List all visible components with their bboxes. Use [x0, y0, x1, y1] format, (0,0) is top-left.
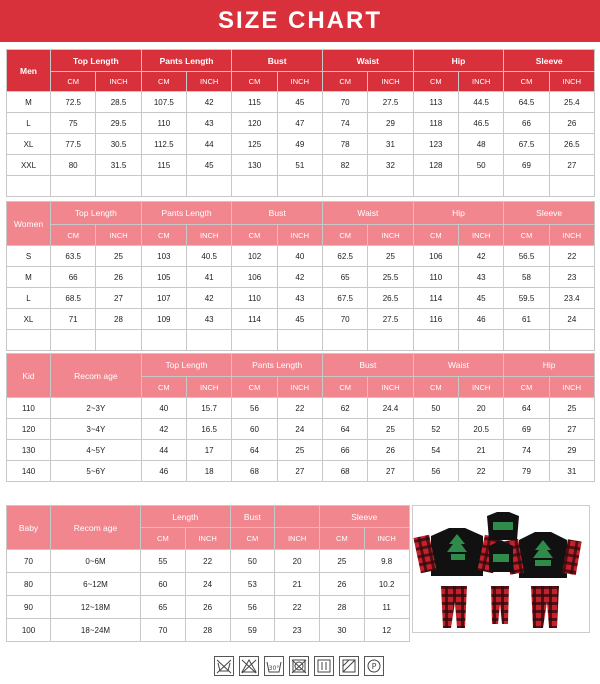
value-cell: 42 [187, 288, 232, 309]
value-cell: 17 [186, 440, 231, 461]
value-cell: 20.5 [459, 419, 504, 440]
table-row [7, 267, 595, 288]
spacer-row [7, 176, 595, 197]
value-cell: 41 [187, 267, 232, 288]
size-cell: 80 [7, 573, 51, 596]
unit-row: CM INCH CM INCH CM INCH [7, 528, 499, 550]
value-cell: 59 [230, 619, 275, 642]
value-cell: 15.7 [186, 398, 231, 419]
value-cell: 30.5 [96, 134, 141, 155]
value-cell: 50 [459, 155, 504, 176]
value-cell: 28 [185, 619, 230, 642]
column-header: Waist [323, 50, 414, 72]
value-cell: 106 [232, 267, 277, 288]
value-cell: 70 [323, 309, 368, 330]
column-header: Sleeve [504, 202, 595, 225]
line-dry-icon [314, 656, 334, 676]
value-cell: 65 [323, 267, 368, 288]
value-cell: 128 [413, 155, 458, 176]
value-cell: 31 [368, 134, 413, 155]
value-cell: 51 [277, 155, 322, 176]
value-cell: 16.5 [186, 419, 231, 440]
value-cell: 24 [277, 419, 322, 440]
value-cell: 66 [51, 267, 96, 288]
value-cell: 23 [549, 267, 594, 288]
size-cell: 90 [7, 596, 51, 619]
value-cell: 45 [459, 288, 504, 309]
value-cell: 3~4Y [51, 419, 142, 440]
value-cell: 26 [96, 267, 141, 288]
recom-age-header: Recom age [51, 506, 141, 550]
size-cell: 100 [7, 619, 51, 642]
value-cell: 130 [232, 155, 277, 176]
value-cell: 27.5 [368, 92, 413, 113]
value-cell: 0~6M [51, 550, 141, 573]
value-cell: 9.8 [364, 550, 409, 573]
unit-row: CM INCH CM INCH CM INCH CM INCH CM INCH CM INCH [7, 225, 595, 246]
value-cell: 56 [230, 596, 275, 619]
men-label: Men [7, 50, 51, 92]
value-cell: 11 [364, 596, 409, 619]
blank-header [275, 506, 320, 528]
value-cell: 22 [275, 596, 320, 619]
column-header: Waist [323, 202, 414, 225]
value-cell: 68.5 [51, 288, 96, 309]
value-cell: 40 [141, 398, 186, 419]
column-header: Length [141, 506, 231, 528]
value-cell: 26 [185, 596, 230, 619]
value-cell: 115 [141, 155, 186, 176]
recom-age-header: Recom age [51, 354, 142, 398]
value-cell: 70 [141, 619, 186, 642]
table-row [7, 398, 595, 419]
value-cell: 102 [232, 246, 277, 267]
shade-dry-icon [339, 656, 359, 676]
column-header: Waist [413, 354, 504, 377]
tumble-dry-icon [289, 656, 309, 676]
value-cell: 80 [51, 155, 96, 176]
size-cell: 120 [7, 419, 51, 440]
value-cell: 64.5 [504, 92, 549, 113]
column-header: Pants Length [141, 202, 232, 225]
value-cell: 68 [323, 461, 368, 482]
column-header: Sleeve [504, 50, 595, 72]
value-cell: 25.5 [368, 267, 413, 288]
value-cell: 27 [549, 419, 594, 440]
size-cell: 70 [7, 550, 51, 573]
dry-clean-p-icon [364, 656, 384, 676]
kid-top [489, 540, 513, 572]
table-row [7, 461, 595, 482]
value-cell: 27 [96, 288, 141, 309]
value-cell: 50 [413, 398, 458, 419]
value-cell: 112.5 [141, 134, 186, 155]
value-cell: 114 [232, 309, 277, 330]
size-cell: 110 [7, 398, 51, 419]
size-cell: XL [7, 134, 51, 155]
value-cell: 77.5 [51, 134, 96, 155]
value-cell: 21 [275, 573, 320, 596]
value-cell: 125 [232, 134, 277, 155]
value-cell: 66 [323, 440, 368, 461]
column-header: Hip [413, 50, 504, 72]
value-cell: 25 [368, 419, 413, 440]
value-cell: 60 [232, 419, 277, 440]
value-cell: 28 [96, 309, 141, 330]
value-cell: 50 [230, 550, 275, 573]
value-cell: 65 [141, 596, 186, 619]
value-cell: 107 [141, 288, 186, 309]
value-cell: 45 [277, 92, 322, 113]
baby-romper [487, 512, 519, 540]
value-cell: 2~3Y [51, 398, 142, 419]
men-size-table [6, 49, 595, 197]
value-cell: 106 [413, 246, 458, 267]
value-cell: 68 [232, 461, 277, 482]
table-row [7, 440, 595, 461]
value-cell: 40.5 [187, 246, 232, 267]
value-cell: 32 [368, 155, 413, 176]
value-cell: 28.5 [96, 92, 141, 113]
value-cell: 56.5 [504, 246, 549, 267]
value-cell: 103 [141, 246, 186, 267]
svg-text:30°: 30° [268, 665, 280, 672]
value-cell: 25 [549, 398, 594, 419]
value-cell: 64 [232, 440, 277, 461]
value-cell: 66 [504, 113, 549, 134]
value-cell: 40 [277, 246, 322, 267]
value-cell: 114 [413, 288, 458, 309]
value-cell: 29 [368, 113, 413, 134]
column-header: Top Length [51, 202, 142, 225]
value-cell: 109 [141, 309, 186, 330]
value-cell: 29.5 [96, 113, 141, 134]
value-cell: 46 [459, 309, 504, 330]
table-row [7, 309, 595, 330]
value-cell: 53 [230, 573, 275, 596]
value-cell: 25 [96, 246, 141, 267]
pajamas-illustration [413, 506, 589, 632]
value-cell: 67.5 [504, 134, 549, 155]
value-cell: 115 [232, 92, 277, 113]
value-cell: 79 [504, 461, 549, 482]
value-cell: 31.5 [96, 155, 141, 176]
spacer-row [7, 330, 595, 351]
column-header: Bust [232, 202, 323, 225]
table-row [7, 419, 595, 440]
value-cell: 69 [504, 155, 549, 176]
value-cell: 26 [320, 573, 365, 596]
value-cell: 74 [323, 113, 368, 134]
value-cell: 46.5 [459, 113, 504, 134]
wash-30-icon [264, 656, 284, 676]
women-label: Women [7, 202, 51, 246]
size-cell: XL [7, 309, 51, 330]
column-header: Hip [504, 354, 595, 377]
value-cell: 69 [504, 419, 549, 440]
value-cell: 42 [277, 267, 322, 288]
value-cell: 6~12M [51, 573, 141, 596]
plaid-pants [441, 586, 559, 628]
value-cell: 78 [323, 134, 368, 155]
value-cell: 12 [364, 619, 409, 642]
column-header: Pants Length [232, 354, 323, 377]
value-cell: 20 [275, 550, 320, 573]
size-cell: L [7, 288, 51, 309]
value-cell: 63.5 [51, 246, 96, 267]
value-cell: 46 [141, 461, 186, 482]
table-row [7, 288, 595, 309]
value-cell: 47 [277, 113, 322, 134]
value-cell: 110 [413, 267, 458, 288]
value-cell: 64 [504, 398, 549, 419]
value-cell: 58 [504, 267, 549, 288]
value-cell: 27 [277, 461, 322, 482]
value-cell: 64 [323, 419, 368, 440]
value-cell: 59.5 [504, 288, 549, 309]
value-cell: 62.5 [323, 246, 368, 267]
value-cell: 49 [277, 134, 322, 155]
table-row [7, 155, 595, 176]
size-cell: 130 [7, 440, 51, 461]
size-cell: S [7, 246, 51, 267]
value-cell: 56 [232, 398, 277, 419]
table-row [7, 113, 595, 134]
value-cell: 28 [320, 596, 365, 619]
value-cell: 120 [232, 113, 277, 134]
value-cell: 30 [320, 619, 365, 642]
value-cell: 62 [323, 398, 368, 419]
value-cell: 110 [232, 288, 277, 309]
value-cell: 24 [185, 573, 230, 596]
value-cell: 4~5Y [51, 440, 142, 461]
value-cell: 24 [549, 309, 594, 330]
value-cell: 44.5 [459, 92, 504, 113]
value-cell: 113 [413, 92, 458, 113]
value-cell: 67.5 [323, 288, 368, 309]
value-cell: 52 [413, 419, 458, 440]
value-cell: 18~24M [51, 619, 141, 642]
value-cell: 25 [320, 550, 365, 573]
value-cell: 61 [504, 309, 549, 330]
kid-label: Kid [7, 354, 51, 398]
value-cell: 60 [141, 573, 186, 596]
value-cell: 116 [413, 309, 458, 330]
column-header: Pants Length [141, 50, 232, 72]
value-cell: 118 [413, 113, 458, 134]
value-cell: 25.4 [549, 92, 594, 113]
value-cell: 26.5 [368, 288, 413, 309]
value-cell: 105 [141, 267, 186, 288]
value-cell: 45 [187, 155, 232, 176]
value-cell: 74 [504, 440, 549, 461]
value-cell: 56 [413, 461, 458, 482]
column-header: Bust [230, 506, 275, 528]
no-bleach-icon [239, 656, 259, 676]
value-cell: 43 [277, 288, 322, 309]
value-cell: 42 [459, 246, 504, 267]
column-header: Top Length [51, 50, 142, 72]
value-cell: 42 [141, 419, 186, 440]
value-cell: 44 [141, 440, 186, 461]
column-header: Bust [323, 354, 414, 377]
unit-row: CM INCH CM INCH CM INCH CM INCH CM INCH CM INCH [7, 72, 595, 92]
family-pajamas-photo [412, 505, 590, 633]
value-cell: 123 [413, 134, 458, 155]
value-cell: 27 [549, 155, 594, 176]
value-cell: 24.4 [368, 398, 413, 419]
size-cell: 140 [7, 461, 51, 482]
value-cell: 43 [459, 267, 504, 288]
value-cell: 54 [413, 440, 458, 461]
size-cell: XXL [7, 155, 51, 176]
value-cell: 70 [323, 92, 368, 113]
value-cell: 22 [549, 246, 594, 267]
value-cell: 20 [459, 398, 504, 419]
size-cell: L [7, 113, 51, 134]
value-cell: 44 [187, 134, 232, 155]
column-header: Hip [413, 202, 504, 225]
wash-tub-crossed-icon [214, 656, 234, 676]
value-cell: 75 [51, 113, 96, 134]
column-header: Top Length [141, 354, 232, 377]
value-cell: 10.2 [364, 573, 409, 596]
value-cell: 22 [459, 461, 504, 482]
value-cell: 22 [185, 550, 230, 573]
value-cell: 29 [549, 440, 594, 461]
size-cell: M [7, 92, 51, 113]
column-header: Bust [232, 50, 323, 72]
kid-size-table [6, 353, 595, 482]
value-cell: 23.4 [549, 288, 594, 309]
size-cell: M [7, 267, 51, 288]
value-cell: 27 [368, 461, 413, 482]
unit-row: CM INCH CM INCH CM INCH CM INCH CM INCH [7, 377, 595, 398]
value-cell: 22 [277, 398, 322, 419]
adult-top-left [413, 528, 500, 576]
value-cell: 27.5 [368, 309, 413, 330]
value-cell: 107.5 [141, 92, 186, 113]
value-cell: 12~18M [51, 596, 141, 619]
value-cell: 42 [187, 92, 232, 113]
value-cell: 55 [141, 550, 186, 573]
value-cell: 26 [368, 440, 413, 461]
value-cell: 72.5 [51, 92, 96, 113]
table-row [7, 92, 595, 113]
women-size-table [6, 201, 595, 351]
baby-label: Baby [7, 506, 51, 550]
value-cell: 21 [459, 440, 504, 461]
table-row [7, 246, 595, 267]
column-header: Sleeve [320, 506, 410, 528]
value-cell: 26 [549, 113, 594, 134]
value-cell: 31 [549, 461, 594, 482]
svg-text:P: P [371, 662, 377, 671]
value-cell: 25 [277, 440, 322, 461]
value-cell: 43 [187, 309, 232, 330]
value-cell: 82 [323, 155, 368, 176]
value-cell: 110 [141, 113, 186, 134]
value-cell: 48 [459, 134, 504, 155]
size-chart-title: SIZE CHART [0, 0, 600, 42]
value-cell: 26.5 [549, 134, 594, 155]
value-cell: 23 [275, 619, 320, 642]
table-row [7, 134, 595, 155]
value-cell: 43 [187, 113, 232, 134]
value-cell: 25 [368, 246, 413, 267]
value-cell: 5~6Y [51, 461, 142, 482]
value-cell: 71 [51, 309, 96, 330]
value-cell: 18 [186, 461, 231, 482]
value-cell: 45 [277, 309, 322, 330]
